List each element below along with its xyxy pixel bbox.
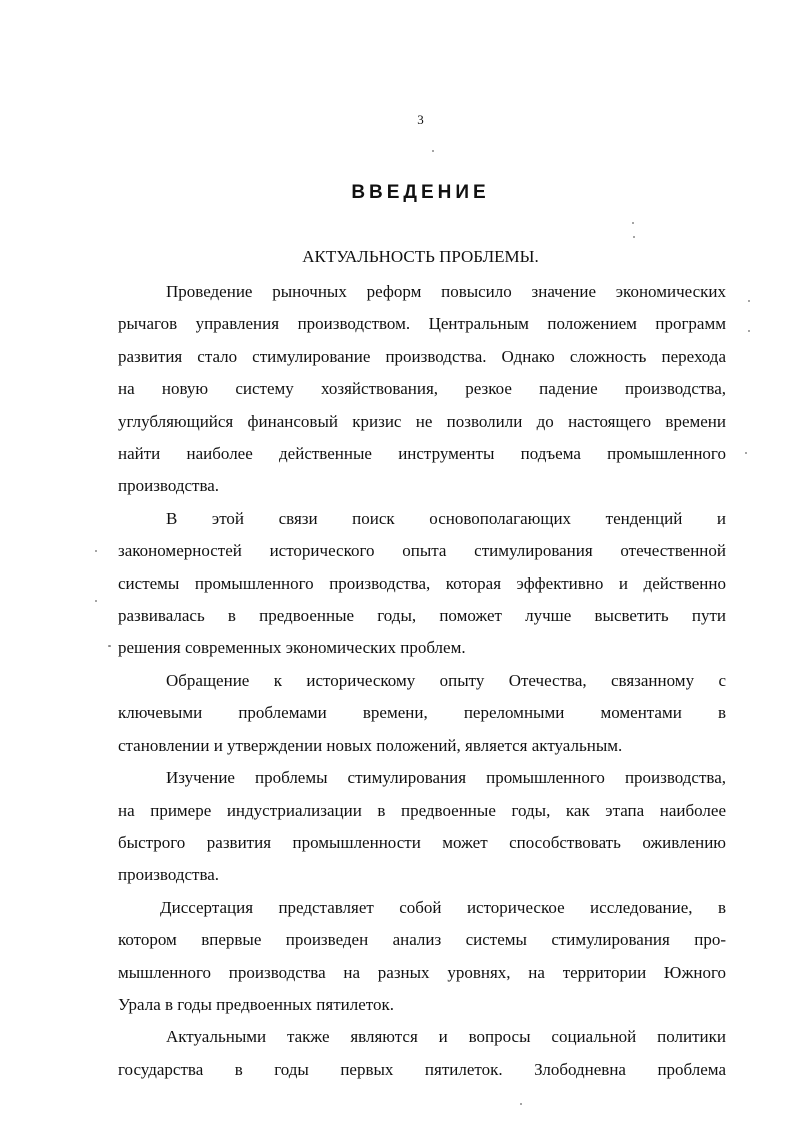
text-line: решения современных экономических проблем. — [118, 638, 466, 658]
text-line: развития стало стимулирование производства. Однако сложность перехода — [118, 346, 726, 366]
text-line: на новую систему хозяйствования, резкое падение производства, — [118, 379, 726, 399]
page-number: 3 — [417, 112, 424, 127]
text-line: мышленного производства на разных уровнях, на территории Южного — [118, 962, 726, 982]
paragraph-6 — [118, 1021, 726, 1086]
paragraph-4 — [118, 762, 726, 892]
paragraph-3 — [118, 665, 726, 762]
scan-speck — [632, 222, 634, 224]
text-line: ключевыми проблемами времени, переломными моментами в — [118, 703, 726, 723]
scan-speck — [95, 550, 97, 552]
scan-speck — [633, 236, 635, 238]
text-line: государства в годы первых пятилеток. Злободневна проблема — [118, 1059, 726, 1079]
text-line: Диссертация представляет собой историческое исследование, в — [160, 897, 726, 917]
text-line: становлении и утверждении новых положений, является актуальным. — [118, 735, 623, 755]
text-line: Актуальными также являются и вопросы социальной политики — [166, 1027, 726, 1047]
text-line: быстрого развития промышленности может способствовать оживлению — [118, 832, 726, 852]
text-line: на примере индустриализации в предвоенные годы, как этапа наиболее — [118, 800, 726, 820]
text-line: производства. — [118, 476, 220, 496]
scan-speck — [432, 150, 434, 152]
text-line: Урала в годы предвоенных пятилеток. — [118, 994, 394, 1014]
scan-speck — [520, 1103, 522, 1105]
paragraph-5 — [118, 892, 726, 1022]
text-line: закономерностей исторического опыта стимулирования отечественной — [118, 541, 726, 561]
chapter-title: ВВЕДЕНИЕ — [351, 182, 490, 203]
body-text — [118, 276, 726, 1086]
scan-speck — [745, 452, 747, 454]
text-line: производства. — [118, 865, 220, 885]
scan-speck — [95, 600, 97, 602]
scan-speck — [108, 645, 111, 647]
text-line: Изучение проблемы стимулирования промышленного производства, — [166, 768, 726, 788]
text-line: рычагов управления производством. Центральным положением программ — [118, 314, 726, 334]
text-line: Проведение рыночных реформ повысило значение экономических — [166, 282, 726, 301]
paragraph-2 — [118, 503, 726, 665]
scan-speck — [748, 330, 750, 332]
paragraph-1 — [118, 276, 726, 503]
text-line: углубляющийся финансовый кризис не позволили до настоящего времени — [118, 411, 726, 431]
scan-speck — [748, 300, 750, 302]
text-line: системы промышленного производства, которая эффективно и действенно — [118, 573, 726, 593]
section-title: АКТУАЛЬНОСТЬ ПРОБЛЕМЫ. — [302, 247, 539, 266]
text-line: развивалась в предвоенные годы, поможет лучше высветить пути — [118, 606, 726, 626]
text-line: найти наиболее действенные инструменты подъема промышленного — [118, 444, 726, 464]
text-line: В этой связи поиск основополагающих тенденций и — [166, 508, 726, 528]
text-line: Обращение к историческому опыту Отечества, связанному с — [166, 670, 726, 690]
text-line: котором впервые произведен анализ системы стимулирования про- — [118, 930, 726, 950]
